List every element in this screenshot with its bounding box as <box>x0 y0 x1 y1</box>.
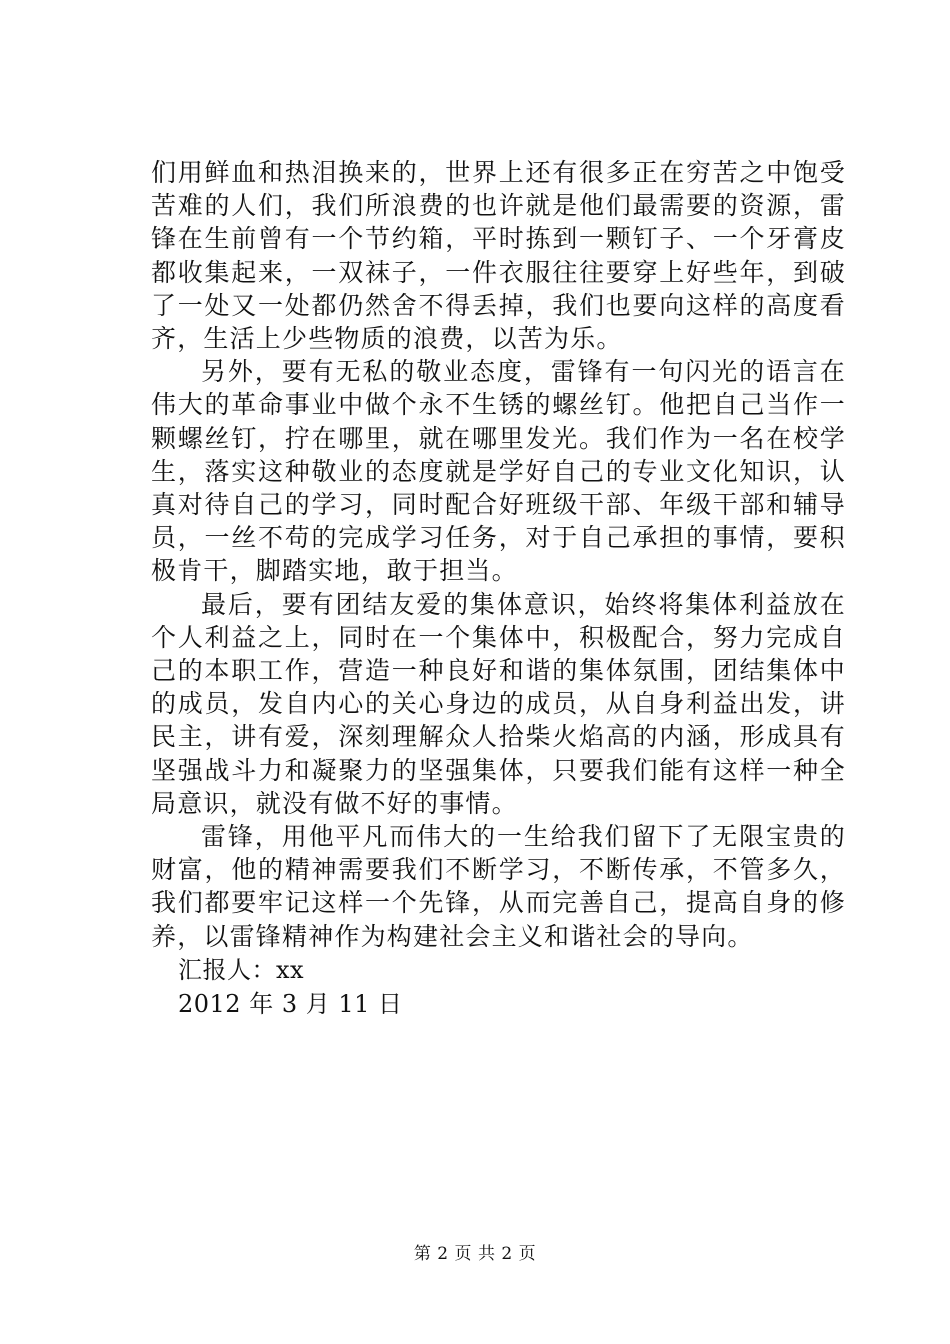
paragraph-4: 雷锋，用他平凡而伟大的一生给我们留下了无限宝贵的财富，他的精神需要我们不断学习，不断传承，不管多久，我们都要牢记这样一个先锋，从而完善自己，提高自身的修养，以雷锋精神作为构建社会主义和谐社会的导向。 <box>151 822 846 951</box>
page-number-current: 第 2 页 <box>413 1244 472 1264</box>
paragraph-1: 们用鲜血和热泪换来的，世界上还有很多正在穷苦之中饱受苦难的人们，我们所浪费的也许就是他们最需要的资源，雷锋在生前曾有一个节约箱，平时拣到一颗钉子、一个牙膏皮都收集起来，一双袜子，一件衣服往往要穿上好些年，到破了一处又一处都仍然舍不得丢掉，我们也要向这样的高度看齐，生活上少些物质的浪费，以苦为乐。 <box>151 158 846 354</box>
paragraph-2: 另外，要有无私的敬业态度，雷锋有一句闪光的语言在伟大的革命事业中做个永不生锈的螺丝钉。他把自己当作一颗螺丝钉，拧在哪里，就在哪里发光。我们作为一名在校学生，落实这种敬业的态度就是学好自己的专业文化知识，认真对待自己的学习，同时配合好班级干部、年级干部和辅导员，一丝不苟的完成学习任务，对于自己承担的事情，要积极肯干，脚踏实地，敢于担当。 <box>151 357 846 586</box>
reporter-line: 汇报人：xx <box>178 955 305 984</box>
page-footer <box>0 1243 950 1265</box>
document-body <box>151 156 846 1021</box>
date-line: 2012 年 3 月 11 日 <box>178 989 403 1018</box>
page-number-total: 共 2 页 <box>478 1244 537 1264</box>
paragraph-3: 最后，要有团结友爱的集体意识，始终将集体利益放在个人利益之上，同时在一个集体中，积极配合，努力完成自己的本职工作，营造一种良好和谐的集体氛围，团结集体中的成员，发自内心的关心身边的成员，从自身利益出发，讲民主，讲有爱，深刻理解众人拾柴火焰高的内涵，形成具有坚强战斗力和凝聚力的坚强集体，只要我们能有这样一种全局意识，就没有做不好的事情。 <box>151 589 846 818</box>
